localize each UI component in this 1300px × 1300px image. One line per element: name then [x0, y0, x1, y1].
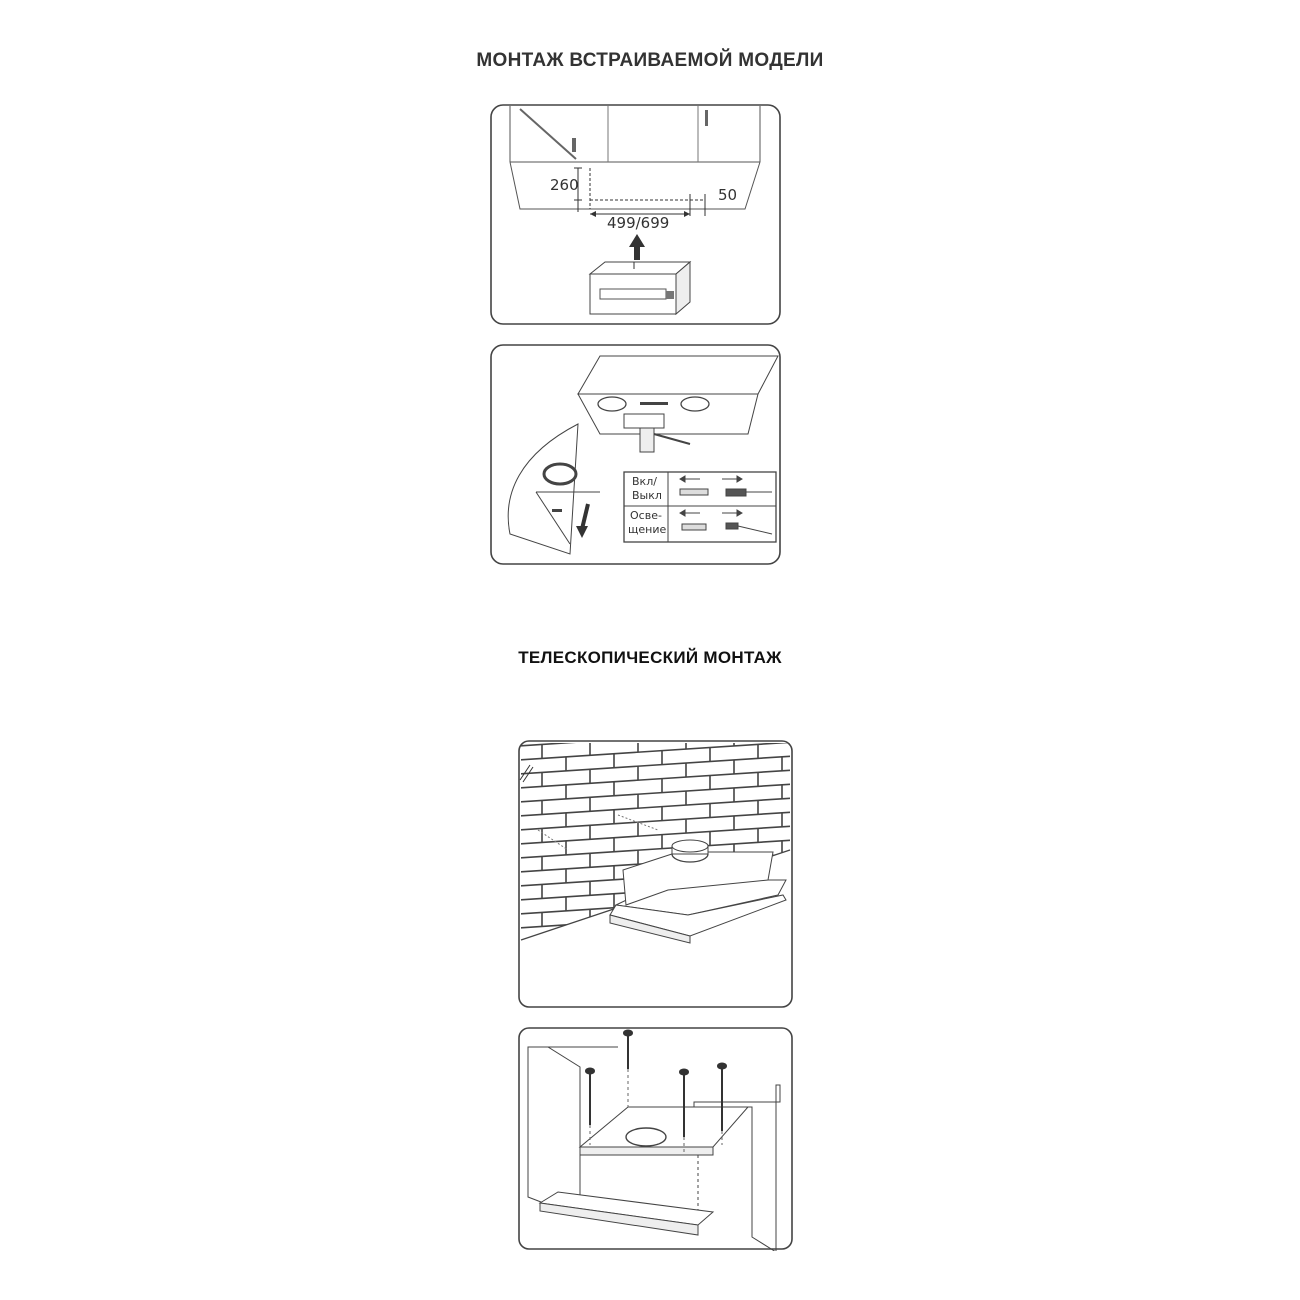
diagram-filter-and-controls	[490, 344, 782, 566]
diagram-cutout-dimensions	[490, 104, 782, 326]
dim-label-width: 499/699	[607, 214, 670, 232]
title-telescopic-installation: ТЕЛЕСКОПИЧЕСКИЙ МОНТАЖ	[518, 648, 782, 667]
table-row2-label-top: Осве-	[630, 509, 662, 522]
title-built-in-installation: МОНТАЖ ВСТРАИВАЕМОЙ МОДЕЛИ	[476, 50, 824, 71]
table-row1-label-bottom: Выкл	[632, 489, 662, 502]
dim-label-height: 260	[550, 176, 579, 194]
diagram-wall-installation	[518, 740, 794, 1010]
dim-label-offset: 50	[718, 186, 738, 204]
diagram-screw-mounting	[518, 1027, 794, 1251]
table-row2-label-bottom: щение	[628, 523, 667, 536]
table-row1-label-top: Вкл/	[632, 475, 657, 488]
